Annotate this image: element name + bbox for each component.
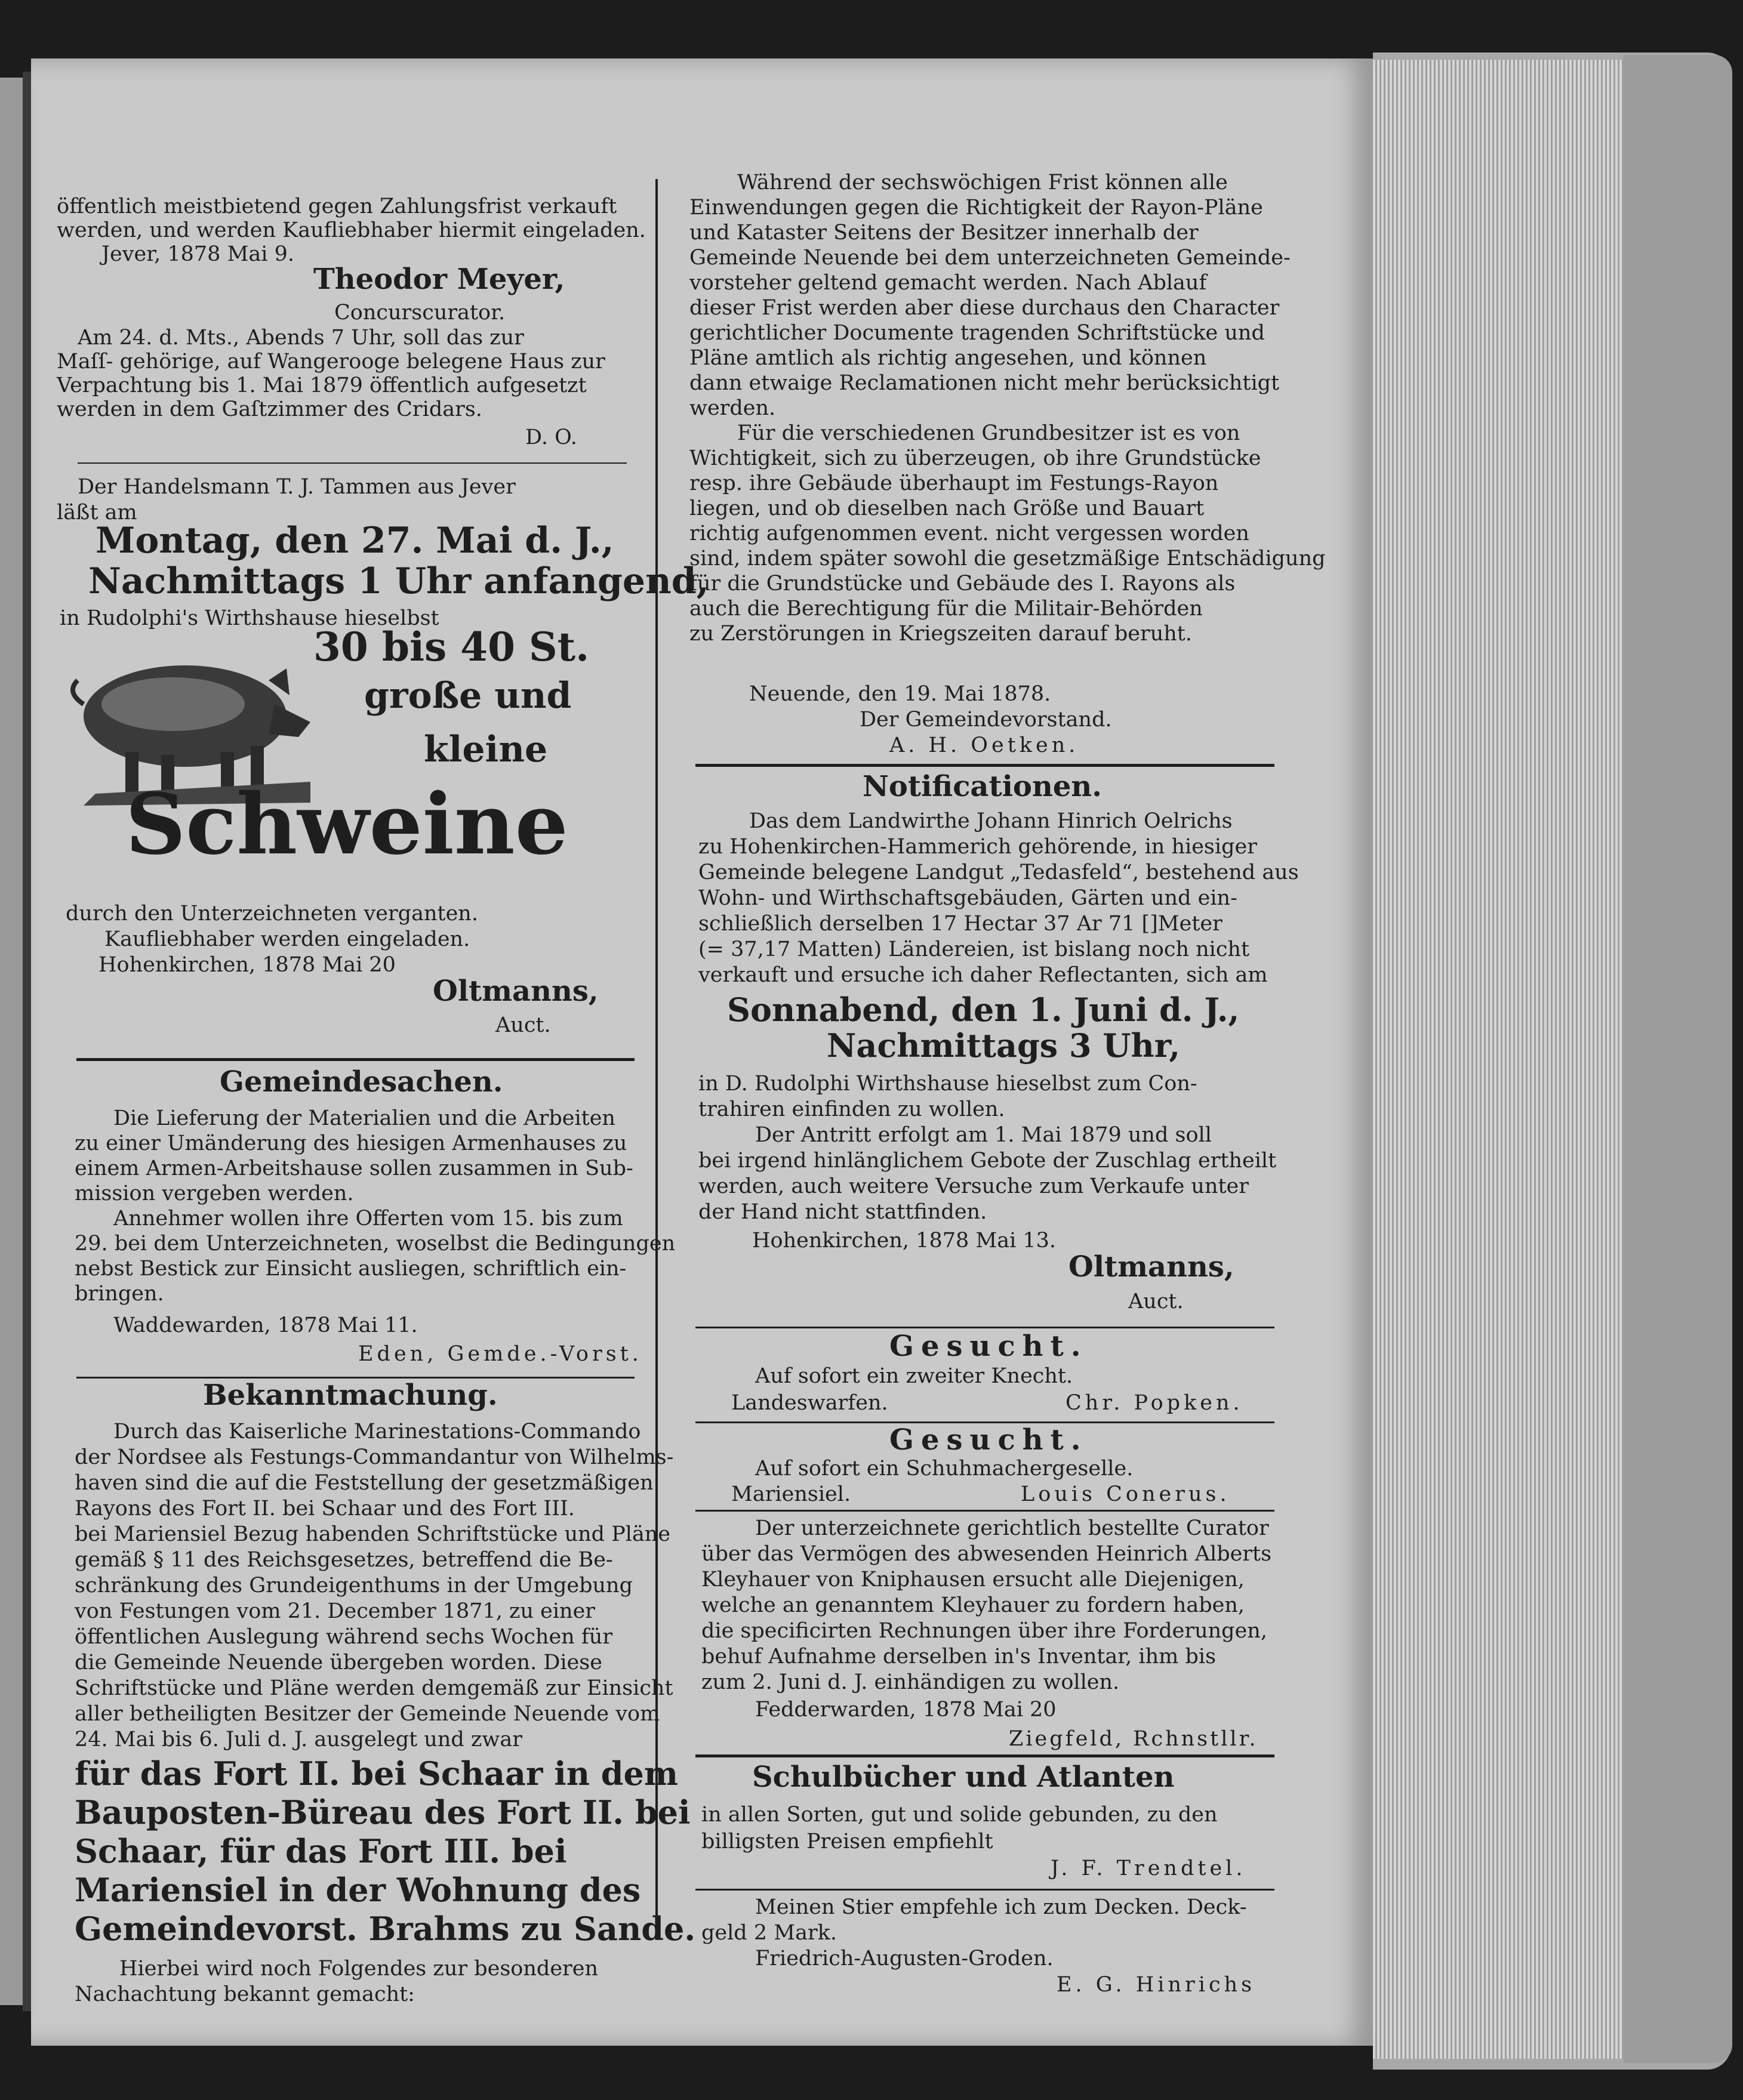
notif-tail-line: bei irgend hinlänglichem Gebote der Zuschlag ertheilt	[698, 1149, 1277, 1173]
bek-line: Schriftstücke und Pläne werden demgemäß zur Einsicht	[75, 1676, 673, 1700]
curator-line: behuf Aufnahme derselben in's Inventar, ihm bis	[701, 1645, 1217, 1669]
rayon-line: gerichtlicher Documente tragenden Schriftstücke und	[689, 321, 1265, 345]
stier-line: Meinen Stier empfehle ich zum Decken. Deck-	[755, 1895, 1247, 1919]
rayon-line: Gemeinde Neuende bei dem unterzeichneten Gemeinde-	[689, 246, 1291, 270]
auction-tail-line: Kaufliebhaber werden eingeladen.	[104, 927, 470, 951]
bek-line: gemäß § 11 des Reichsgesetzes, betreffend die Be-	[75, 1548, 613, 1572]
bek-big-line: Mariensiel in der Wohnung des	[75, 1871, 641, 1909]
bek-big-line: für das Fort II. bei Schaar in dem	[75, 1754, 679, 1793]
gemeinde-line: Annehmer wollen ihre Offerten vom 15. bis zum	[113, 1207, 623, 1231]
notif-line: Gemeinde belegene Landgut „Tedasfeld“, bestehend aus	[698, 861, 1299, 884]
curator-line: über das Vermögen des abwesenden Heinrich Alberts	[701, 1542, 1272, 1566]
bek-big-line: Gemeindevorst. Brahms zu Sande.	[75, 1910, 696, 1948]
gutter-shadow	[23, 72, 31, 2011]
notif-line: (= 37,17 Matten) Ländereien, ist bislang noch nicht	[698, 938, 1250, 961]
rayon-line: Für die verschiedenen Grundbesitzer ist es von	[737, 421, 1240, 445]
notif-time: Nachmittags 3 Uhr,	[827, 1026, 1181, 1065]
gemeinde-line: Die Lieferung der Materialien und die Arbeiten	[113, 1106, 615, 1130]
notif-line: verkauft und ersuche ich daher Reflectanten, sich am	[698, 963, 1268, 987]
rayon-line: Wichtigkeit, sich zu überzeugen, ob ihre Grundstücke	[689, 446, 1261, 470]
rayon-line: liegen, und ob dieselben nach Größe und Bauart	[689, 497, 1205, 520]
heading-gesucht: Gesucht.	[889, 1423, 1088, 1457]
heading-bekanntmachung: Bekanntmachung.	[203, 1379, 498, 1412]
wangerooge-line: werden in dem Gaſtzimmer des Cridars.	[57, 397, 482, 421]
gesucht-place: Landeswarfen.	[731, 1391, 888, 1415]
signature-oltmanns: Oltmanns,	[1068, 1250, 1234, 1284]
rayon-line: sind, indem später sowohl die gesetzmäßige Entschädigung	[689, 547, 1326, 571]
curator-line: zum 2. Juni d. J. einhändigen zu wollen.	[701, 1670, 1120, 1694]
curator-line: Fedderwarden, 1878 Mai 20	[755, 1698, 1057, 1722]
pig-size-line1: große und	[364, 675, 572, 717]
bek-line: der Nordsee als Festungs-Commandantur von Wilhelms-	[75, 1445, 674, 1469]
gemeinde-line: einem Armen-Arbeitshause sollen zusammen in Sub-	[75, 1157, 633, 1180]
notif-tail-line: in D. Rudolphi Wirthshause hieselbst zum Con-	[698, 1072, 1197, 1096]
tammen-line: läßt am	[57, 501, 137, 525]
sale-intro-line: werden, und werden Kaufliebhaber hiermit eingeladen.	[57, 218, 646, 242]
rayon-line: Einwendungen gegen die Richtigkeit der Rayon-Pläne	[689, 196, 1263, 220]
auction-tail-line: durch den Unterzeichneten verganten.	[66, 902, 478, 926]
previous-page-strip	[0, 78, 23, 2005]
notif-line: Wohn- und Wirthschaftsgebäuden, Gärten und ein-	[698, 886, 1237, 910]
rayon-line: dieser Frist werden aber diese durchaus den Character	[689, 296, 1280, 320]
stier-line: geld 2 Mark.	[701, 1921, 837, 1945]
curator-line: die specificirten Rechnungen über ihre Forderungen,	[701, 1619, 1267, 1643]
curator-line: welche an genanntem Kleyhauer zu fordern haben,	[701, 1593, 1245, 1617]
bek-big-line: Bauposten-Büreau des Fort II. bei	[75, 1793, 691, 1831]
rayon-line: für die Grundstücke und Gebäude des I. Rayons als	[689, 572, 1236, 596]
gemeinde-line: 29. bei dem Unterzeichneten, woselbst die Bedingungen	[75, 1232, 676, 1256]
rule	[695, 764, 1274, 767]
book-cover-edge	[1624, 55, 1732, 2063]
gesucht-place: Mariensiel.	[731, 1482, 851, 1506]
bek-line: aller betheiligten Besitzer der Gemeinde Neuende vom	[75, 1702, 660, 1726]
gesucht-name: Chr. Popken.	[1065, 1391, 1243, 1415]
school-signature: J. F. Trendtel.	[1051, 1857, 1246, 1880]
rayon-signature-line: Der Gemeindevorstand.	[860, 708, 1112, 732]
bek-line: schränkung des Grundeigenthums in der Umgebung	[75, 1574, 633, 1598]
bek-line: Rayons des Fort II. bei Schaar und des Fort III.	[75, 1497, 575, 1521]
rayon-line: vorsteher geltend gemacht werden. Nach Ablauf	[689, 271, 1207, 295]
bek-line: bei Mariensiel Bezug habenden Schriftstücke und Pläne	[75, 1522, 671, 1546]
rule	[695, 1510, 1274, 1512]
rayon-signature-name: A. H. Oetken.	[889, 733, 1079, 757]
title-auct: Auct.	[1128, 1290, 1184, 1313]
rayon-line: und Kataster Seitens der Besitzer innerhalb der	[689, 221, 1199, 245]
rayon-line: auch die Berechtigung für die Militair-Behörden	[689, 597, 1203, 621]
school-line: billigsten Preisen empfiehlt	[701, 1830, 993, 1854]
rule	[695, 1327, 1274, 1328]
curator-line: Der unterzeichnete gerichtlich bestellte Curator	[755, 1516, 1269, 1540]
signature-meyer: Theodor Meyer,	[313, 263, 565, 296]
gesucht-name: Louis Conerus.	[1021, 1482, 1230, 1506]
sale-intro-line: öffentlich meistbietend gegen Zahlungsfrist verkauft	[57, 195, 617, 218]
wangerooge-line: Verpachtung bis 1. Mai 1879 öffentlich aufgesetzt	[57, 374, 587, 397]
tammen-line: Der Handelsmann T. J. Tammen aus Jever	[78, 475, 516, 499]
school-line: in allen Sorten, gut und solide gebunden, zu den	[701, 1803, 1218, 1827]
heading-gesucht: Gesucht.	[889, 1330, 1088, 1363]
heading-notificationen: Notificationen.	[863, 770, 1102, 803]
wangerooge-line: Maſſ- gehörige, auf Wangerooge belegene Haus zur	[57, 350, 605, 374]
column-rule	[655, 179, 658, 1922]
notif-tail-line: Der Antritt erfolgt am 1. Mai 1879 und soll	[755, 1123, 1212, 1147]
rule	[695, 1889, 1274, 1891]
bek-line: haven sind die auf die Feststellung der gesetzmäßigen	[75, 1471, 654, 1495]
rule	[695, 1754, 1274, 1757]
notif-tail-line: werden, auch weitere Versuche zum Verkaufe unter	[698, 1174, 1249, 1198]
bek-line: öffentlichen Auslegung während sechs Wochen für	[75, 1625, 613, 1649]
bek-big-line: Schaar, für das Fort III. bei	[75, 1832, 567, 1870]
title-auct: Auct.	[495, 1013, 551, 1037]
curator-signature: Ziegfeld, Rchnstllr.	[1009, 1727, 1258, 1751]
notif-date: Sonnabend, den 1. Juni d. J.,	[727, 991, 1240, 1029]
gemeinde-line: mission vergeben werden.	[75, 1182, 354, 1205]
gemeinde-line: bringen.	[75, 1282, 164, 1306]
gemeinde-line: nebst Bestick zur Einsicht ausliegen, schriftlich ein-	[75, 1257, 627, 1281]
notif-line: zu Hohenkirchen-Hammerich gehörende, in hiesiger	[698, 835, 1257, 859]
page-edges	[1373, 60, 1624, 2059]
notif-tail-line: Hohenkirchen, 1878 Mai 13.	[752, 1229, 1057, 1253]
heading-gemeindesachen: Gemeindesachen.	[220, 1065, 503, 1099]
auction-time: Nachmittags 1 Uhr anfangend,	[88, 560, 709, 602]
wangerooge-line: Am 24. d. Mts., Abends 7 Uhr, soll das zur	[78, 326, 524, 350]
heading-schulbuecher: Schulbücher und Atlanten	[752, 1760, 1175, 1794]
rayon-line: Während der sechswöchigen Frist können alle	[737, 171, 1228, 195]
gesucht-text: Auf sofort ein zweiter Knecht.	[755, 1364, 1073, 1388]
rayon-line: zu Zerstörungen in Kriegszeiten darauf beruht.	[689, 622, 1192, 646]
rule	[78, 462, 627, 464]
pig-size-line2: kleine	[424, 729, 548, 770]
auction-tail-line: Hohenkirchen, 1878 Mai 20	[98, 953, 396, 977]
rayon-line: dann etwaige Reclamationen nicht mehr berücksichtigt	[689, 371, 1280, 395]
gemeinde-signature: Eden, Gemde.-Vorst.	[358, 1342, 642, 1366]
stier-line: Friedrich-Augusten-Groden.	[755, 1947, 1054, 1971]
wangerooge-signature: D. O.	[525, 425, 577, 449]
gemeinde-line: Waddewarden, 1878 Mai 11.	[113, 1313, 418, 1337]
notif-line: schließlich derselben 17 Hectar 37 Ar 71 []Meter	[698, 912, 1222, 936]
rayon-line: richtig aufgenommen event. nicht vergessen worden	[689, 522, 1249, 545]
gemeinde-line: zu einer Umänderung des hiesigen Armenhauses zu	[75, 1131, 627, 1155]
bek-line: 24. Mai bis 6. Juli d. J. ausgelegt und zwar	[75, 1728, 522, 1751]
notif-tail-line: der Hand nicht stattfinden.	[698, 1200, 987, 1224]
gesucht-text: Auf sofort ein Schuhmachergeselle.	[755, 1457, 1134, 1481]
auction-date: Montag, den 27. Mai d. J.,	[96, 520, 614, 562]
bek-line: Durch das Kaiserliche Marinestations-Commando	[113, 1420, 641, 1444]
bek-line: die Gemeinde Neuende übergeben worden. Diese	[75, 1651, 602, 1675]
rayon-line: Neuende, den 19. Mai 1878.	[749, 682, 1051, 706]
stier-signature: E. G. Hinrichs	[1057, 1973, 1256, 1997]
rayon-line: Pläne amtlich als richtig angesehen, und können	[689, 346, 1207, 370]
bek-tail-line: Hierbei wird noch Folgendes zur besonderen	[119, 1957, 599, 1981]
rule	[76, 1058, 635, 1061]
auction-place: in Rudolphi's Wirthshause hieselbst	[60, 606, 439, 630]
bek-line: von Festungen vom 21. December 1871, zu einer	[75, 1599, 596, 1623]
pig-word: Schweine	[125, 776, 568, 874]
signature-oltmanns: Oltmanns,	[433, 975, 599, 1008]
rayon-line: werden.	[689, 396, 776, 420]
pig-count: 30 bis 40 St.	[313, 624, 590, 670]
notif-line: Das dem Landwirthe Johann Hinrich Oelrichs	[749, 809, 1233, 833]
rayon-line: resp. ihre Gebäude überhaupt im Festungs-Rayon	[689, 471, 1219, 495]
bek-tail-line: Nachachtung bekannt gemacht:	[75, 1982, 415, 2006]
title-concurscurator: Concurscurator.	[334, 301, 506, 325]
sale-intro-line: Jever, 1878 Mai 9.	[101, 242, 294, 266]
curator-line: Kleyhauer von Kniphausen ersucht alle Diejenigen,	[701, 1568, 1245, 1592]
notif-tail-line: trahiren einfinden zu wollen.	[698, 1097, 1005, 1121]
